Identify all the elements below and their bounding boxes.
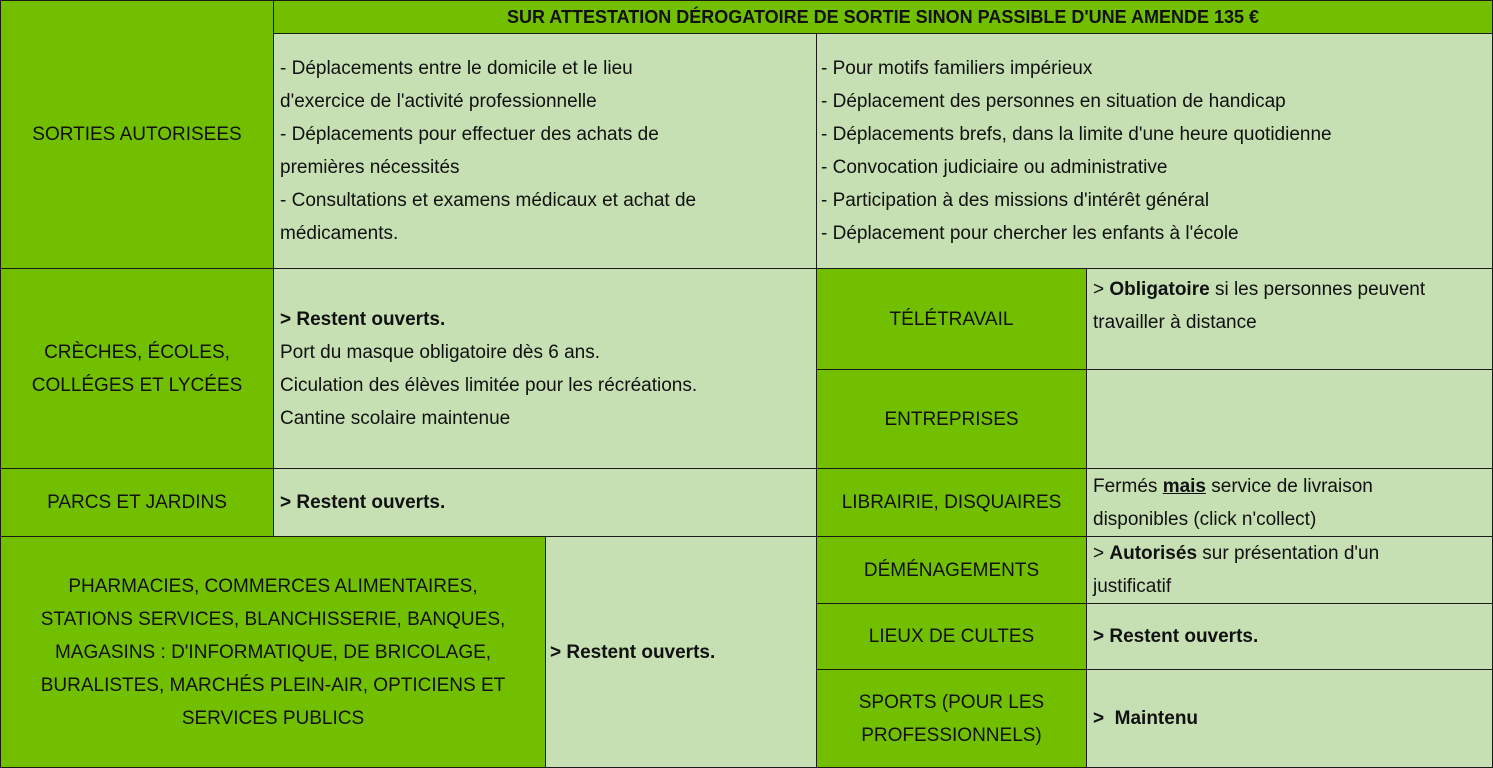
demenagements-label-cell — [816, 536, 1087, 604]
sorties-left-line: - Consultations et examens médicaux et achat de — [280, 190, 697, 211]
librairie-line2: disponibles (click n'collect) — [1093, 508, 1317, 530]
demenagements-rest: sur présentation d'un — [1197, 543, 1380, 564]
ecoles-label-line2: COLLÉGES ET LYCÉES — [31, 374, 243, 396]
teletravail-line1 — [1093, 273, 1492, 306]
ecoles-label-cell — [0, 268, 274, 469]
parcs-label: PARCS ET JARDINS — [47, 492, 227, 513]
demenagements-content-cell — [1086, 536, 1493, 604]
librairie-label: LIBRAIRIE, DISQUAIRES — [841, 492, 1062, 513]
cultes-status: > Restent ouverts. — [1093, 626, 1259, 647]
teletravail-prefix: > — [1093, 279, 1110, 300]
sorties-label: SORTIES AUTORISEES — [32, 124, 242, 145]
cultes-label-cell — [816, 603, 1087, 670]
teletravail-label-cell — [816, 268, 1087, 370]
pharmacies-line: BURALISTES, MARCHÉS PLEIN-AIR, OPTICIENS ET — [40, 674, 506, 696]
ecoles-status: > Restent ouverts. — [280, 308, 446, 330]
pharmacies-content-cell — [545, 536, 817, 768]
teletravail-label: TÉLÉTRAVAIL — [889, 308, 1014, 330]
parcs-status: > Restent ouverts. — [280, 492, 446, 513]
librairie-underline: mais — [1162, 475, 1206, 497]
pharmacies-label-cell — [0, 536, 546, 768]
teletravail-rest: si les personnes peuvent — [1209, 279, 1426, 300]
parcs-label-cell — [0, 468, 274, 537]
cultes-label: LIEUX DE CULTES — [868, 626, 1035, 647]
sorties-label-cell — [0, 0, 274, 269]
librairie-pre: Fermés — [1093, 475, 1163, 497]
sorties-right-cell — [816, 33, 1493, 269]
ecoles-label-line1: CRÈCHES, ÉCOLES, — [44, 341, 230, 363]
sorties-right-line: - Déplacement des personnes en situation de handicap — [821, 91, 1286, 112]
cultes-content-cell — [1086, 603, 1493, 670]
sorties-left-cell — [273, 33, 817, 269]
pharmacies-status: > Restent ouverts. — [550, 641, 716, 663]
sports-label-cell — [816, 669, 1087, 768]
sorties-right-line: - Convocation judiciaire ou administrative — [821, 157, 1168, 178]
librairie-line1 — [1093, 470, 1488, 503]
pharmacies-line: PHARMACIES, COMMERCES ALIMENTAIRES, — [68, 575, 478, 597]
parcs-content-cell — [273, 468, 817, 537]
demenagements-line1 — [1093, 537, 1492, 570]
entreprises-label: ENTREPRISES — [884, 408, 1019, 430]
ecoles-line: Port du masque obligatoire dès 6 ans. — [280, 341, 601, 363]
ecoles-line: Cantine scolaire maintenue — [280, 407, 511, 429]
demenagements-prefix: > — [1093, 543, 1110, 564]
sports-content-cell — [1086, 669, 1493, 768]
teletravail-bold: Obligatoire — [1109, 279, 1210, 300]
sorties-left-line: d'exercice de l'activité professionnelle — [280, 91, 597, 112]
librairie-content-cell — [1086, 468, 1493, 537]
teletravail-content-cell — [1086, 268, 1493, 370]
sorties-right-line: - Pour motifs familiers impérieux — [821, 58, 1093, 79]
librairie-post: service de livraison — [1206, 475, 1373, 497]
ecoles-content-cell — [273, 268, 817, 469]
sorties-left-line: médicaments. — [280, 223, 399, 244]
demenagements-label: DÉMÉNAGEMENTS — [863, 559, 1040, 581]
sports-status: > Maintenu — [1093, 708, 1199, 729]
pharmacies-line: SERVICES PUBLICS — [181, 707, 365, 729]
header-title: SUR ATTESTATION DÉROGATOIRE DE SORTIE SINON PASSIBLE D'UNE AMENDE 135 € — [506, 7, 1260, 27]
sorties-left-line: - Déplacements pour effectuer des achats de — [280, 124, 659, 145]
demenagements-bold: Autorisés — [1109, 543, 1198, 564]
sports-label-line1: SPORTS (POUR LES — [858, 691, 1045, 713]
demenagements-line2: justificatif — [1093, 576, 1172, 597]
sports-label-line2: PROFESSIONNELS) — [861, 724, 1042, 746]
sorties-right-line: - Participation à des missions d'intérêt général — [821, 190, 1210, 211]
ecoles-line: Ciculation des élèves limitée pour les récréations. — [280, 374, 698, 396]
sorties-left-line: premières nécessités — [280, 157, 460, 178]
pharmacies-line: MAGASINS : D'INFORMATIQUE, DE BRICOLAGE, — [54, 641, 492, 663]
header-banner — [273, 0, 1493, 34]
pharmacies-line: STATIONS SERVICES, BLANCHISSERIE, BANQUES, — [40, 608, 506, 630]
entreprises-label-cell — [816, 369, 1087, 469]
sorties-right-line: - Déplacement pour chercher les enfants à l'école — [821, 223, 1239, 244]
librairie-label-cell — [816, 468, 1087, 537]
entreprises-content-cell — [1086, 369, 1493, 469]
teletravail-line2: travailler à distance — [1093, 312, 1257, 333]
sorties-left-line: - Déplacements entre le domicile et le lieu — [280, 58, 633, 79]
sorties-right-line: - Déplacements brefs, dans la limite d'une heure quotidienne — [821, 124, 1332, 145]
